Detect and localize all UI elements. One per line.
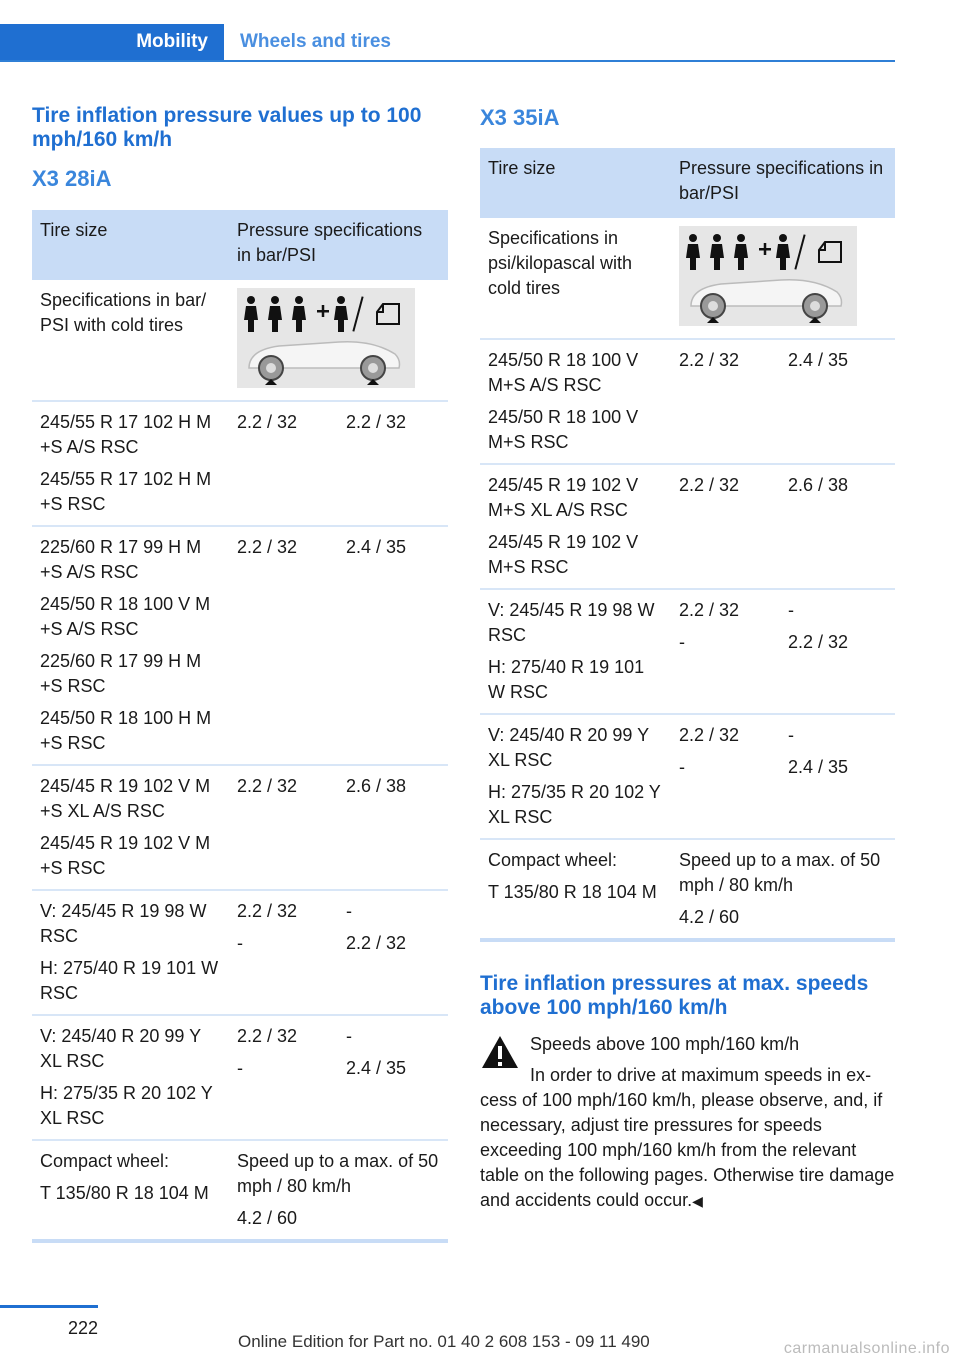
right-column xyxy=(480,104,895,1214)
edition-footer: Online Edition for Part no. 01 40 2 608 153 - 09 11 490 xyxy=(238,1332,650,1351)
tire-size-cell xyxy=(480,464,671,589)
table-row-compact xyxy=(480,839,895,940)
cell-line: 245/55 R 17 102 H M +S RSC xyxy=(40,469,212,514)
table-row-compact xyxy=(32,1140,448,1241)
compact-speed: Speed up to a max. of 50 mph / 80 km/h xyxy=(679,850,881,895)
pressure-cell-b xyxy=(338,1015,448,1140)
warning-body: In order to drive at maximum speeds in excess of 100 mph/160 km/h, please observe, and, if necessary, adjust tire pressures for speeds exceeding 100 mph/160 km/h from the relevant table on the following pages. Otherwise tire damage and accidents could occur.◀ xyxy=(480,1065,895,1210)
cell-line: 2.2 / 32 xyxy=(237,901,298,921)
model-heading: X3 28iA xyxy=(32,166,112,191)
load-icon xyxy=(679,226,857,326)
compact-pressure-cell xyxy=(229,1140,448,1241)
table-row xyxy=(480,339,895,464)
cell-line: 225/60 R 17 99 H M +S RSC xyxy=(40,651,202,696)
cell-line: V: 245/40 R 20 99 Y XL RSC xyxy=(488,725,649,770)
cell-line: Compact wheel: xyxy=(488,850,618,870)
page-number-bar xyxy=(0,1305,98,1308)
pressure-table xyxy=(32,210,448,1243)
pressure-cell-b xyxy=(338,526,448,765)
cell-line: - xyxy=(346,901,352,921)
tire-size-cell xyxy=(32,1015,229,1140)
pressure-cell-a xyxy=(671,589,780,714)
compact-pressure: 4.2 / 60 xyxy=(679,907,740,927)
cell-line: H: 275/35 R 20 102 Y XL RSC xyxy=(40,1083,213,1128)
cell-line: - xyxy=(679,632,685,652)
table-row xyxy=(32,890,448,1015)
pressure-cell-a xyxy=(229,526,338,765)
table-row xyxy=(32,401,448,526)
tire-size-cell xyxy=(32,526,229,765)
cell-line: H: 275/40 R 19 101 W RSC xyxy=(40,958,219,1003)
cell-line: 2.2 / 32 xyxy=(679,350,740,370)
cell-line: 2.6 / 38 xyxy=(346,776,407,796)
cell-line: - xyxy=(237,1058,243,1078)
cell-line: V: 245/45 R 19 98 W RSC xyxy=(40,901,207,946)
pressure-cell-b xyxy=(338,890,448,1015)
table-row xyxy=(480,589,895,714)
pressure-cell-b xyxy=(780,589,895,714)
warning-icon xyxy=(480,1034,520,1070)
page-header xyxy=(0,24,895,62)
cell-line: 2.4 / 35 xyxy=(346,1058,407,1078)
section-tab: Mobility xyxy=(0,24,224,60)
table-row xyxy=(32,765,448,890)
cell-line: 2.2 / 32 xyxy=(237,537,298,557)
cell-line: - xyxy=(788,725,794,745)
cell-line: 245/45 R 19 102 V M +S RSC xyxy=(40,833,211,878)
tire-size-cell xyxy=(480,714,671,839)
end-mark: ◀ xyxy=(692,1193,703,1209)
pressure-cell-b xyxy=(780,714,895,839)
pressure-cell-a xyxy=(229,765,338,890)
cell-line: 245/45 R 19 102 V M +S XL A/S RSC xyxy=(40,776,211,821)
compact-pressure-cell xyxy=(671,839,895,940)
pressure-cell-a xyxy=(671,339,780,464)
pressure-cell-a xyxy=(229,890,338,1015)
cell-line: 245/50 R 18 100 V M+S RSC xyxy=(488,407,639,452)
pressure-cell-b xyxy=(338,765,448,890)
pressure-cell-b xyxy=(780,339,895,464)
pressure-cell-a xyxy=(229,1015,338,1140)
cell-line: 2.2 / 32 xyxy=(679,600,740,620)
table-row xyxy=(32,526,448,765)
cell-line: 245/50 R 18 100 H M +S RSC xyxy=(40,708,212,753)
cell-line: H: 275/35 R 20 102 Y XL RSC xyxy=(488,782,661,827)
cell-line: 2.4 / 35 xyxy=(788,350,849,370)
table-body xyxy=(32,280,448,1241)
cell-line: 2.4 / 35 xyxy=(346,537,407,557)
col-header-pressure: Pressure specifications in bar/PSI xyxy=(671,148,895,218)
cell-line: 2.2 / 32 xyxy=(237,1026,298,1046)
cell-line: 245/50 R 18 100 V M +S A/S RSC xyxy=(40,594,211,639)
pressure-cell-a xyxy=(229,401,338,526)
section-heading: Tire inflation pressures at max. speeds above 100 mph/160 km/h xyxy=(480,972,869,1019)
tire-size-cell xyxy=(32,401,229,526)
warning-note xyxy=(480,1032,895,1214)
spec-note: Specifications in bar/ PSI with cold tires xyxy=(32,280,229,401)
cell-line: - xyxy=(346,1026,352,1046)
cell-line: V: 245/45 R 19 98 W RSC xyxy=(488,600,655,645)
cell-line: 2.2 / 32 xyxy=(788,632,849,652)
cell-line: 225/60 R 17 99 H M +S A/S RSC xyxy=(40,537,202,582)
cell-line: 2.6 / 38 xyxy=(788,475,849,495)
model-heading: X3 35iA xyxy=(480,105,560,130)
cell-line: 2.2 / 32 xyxy=(679,725,740,745)
cell-line: V: 245/40 R 20 99 Y XL RSC xyxy=(40,1026,201,1071)
tire-size-cell xyxy=(480,339,671,464)
subsection-tab: Wheels and tires xyxy=(240,31,391,52)
spec-row xyxy=(32,280,448,401)
pressure-cell-a xyxy=(671,464,780,589)
warning-title: Speeds above 100 mph/160 km/h xyxy=(530,1034,800,1054)
cell-line: 245/55 R 17 102 H M +S A/S RSC xyxy=(40,412,212,457)
cell-line: - xyxy=(237,933,243,953)
spec-row xyxy=(480,218,895,339)
pressure-cell-a xyxy=(671,714,780,839)
spec-note: Specifications in psi/kilopascal with cold tires xyxy=(480,218,671,339)
load-icon xyxy=(237,288,415,388)
cell-line: 245/45 R 19 102 V M+S RSC xyxy=(488,532,639,577)
table-row xyxy=(32,1015,448,1140)
cell-line: 2.2 / 32 xyxy=(679,475,740,495)
cell-line: 2.2 / 32 xyxy=(346,933,407,953)
cell-line: Compact wheel: xyxy=(40,1151,170,1171)
table-row xyxy=(480,464,895,589)
pressure-cell-b xyxy=(338,401,448,526)
page-number: 222 xyxy=(67,1318,98,1338)
cell-line: 2.2 / 32 xyxy=(237,776,298,796)
col-header-tire-size: Tire size xyxy=(480,148,671,218)
cell-line: 2.4 / 35 xyxy=(788,757,849,777)
tire-size-cell xyxy=(32,890,229,1015)
cell-line: - xyxy=(679,757,685,777)
watermark: carmanualsonline.info xyxy=(783,1340,950,1357)
cell-line: T 135/80 R 18 104 M xyxy=(40,1183,209,1203)
pressure-cell-b xyxy=(780,464,895,589)
cell-line: 245/45 R 19 102 V M+S XL A/S RSC xyxy=(488,475,639,520)
compact-speed: Speed up to a max. of 50 mph / 80 km/h xyxy=(237,1151,439,1196)
compact-wheel-cell xyxy=(32,1140,229,1241)
compact-pressure: 4.2 / 60 xyxy=(237,1208,298,1228)
tire-size-cell xyxy=(480,589,671,714)
tire-size-cell xyxy=(32,765,229,890)
left-column xyxy=(32,104,448,1243)
table-body xyxy=(480,218,895,940)
section-heading: Tire inflation pressure values up to 100 mph/160 km/h xyxy=(32,104,422,151)
cell-line: - xyxy=(788,600,794,620)
cell-line: H: 275/40 R 19 101 W RSC xyxy=(488,657,645,702)
cell-line: T 135/80 R 18 104 M xyxy=(488,882,657,902)
col-header-tire-size: Tire size xyxy=(32,210,229,280)
cell-line: 2.2 / 32 xyxy=(346,412,407,432)
col-header-pressure: Pressure specifications in bar/PSI xyxy=(229,210,448,280)
cell-line: 2.2 / 32 xyxy=(237,412,298,432)
compact-wheel-cell xyxy=(480,839,671,940)
table-row xyxy=(480,714,895,839)
pressure-table xyxy=(480,148,895,942)
cell-line: 245/50 R 18 100 V M+S A/S RSC xyxy=(488,350,639,395)
